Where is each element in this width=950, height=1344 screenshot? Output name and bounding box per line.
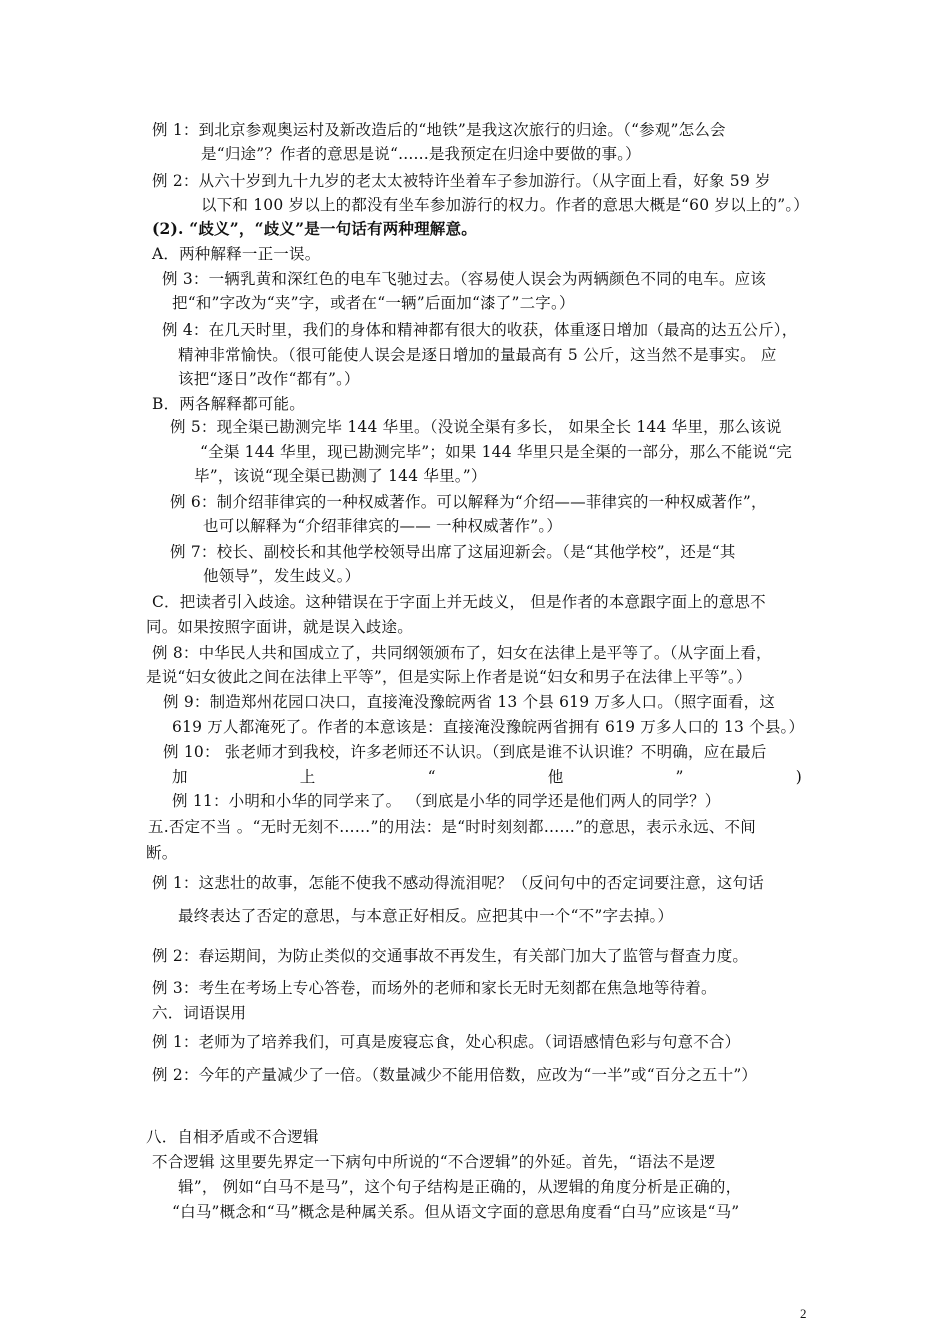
text-line: 例 2：从六十岁到九十九岁的老太太被特许坐着车子参加游行。（从字面上看，好象 59 岁 <box>152 172 771 190</box>
text-line: 例 9：制造郑州花园口决口，直接淹没豫皖两省 13 个县 619 万多人口。（照字面看，这 <box>163 693 776 711</box>
text-line: 把“和”字改为“夹”字，或者在“一辆”后面加“漆了”二字。） <box>172 294 575 312</box>
word: 他 <box>547 768 564 786</box>
page-number: 2 <box>800 1306 807 1321</box>
word: “ <box>427 768 436 786</box>
subsection-heading: A．两种解释一正一误。 <box>152 245 321 263</box>
text-line: 同。如果按照字面讲，就是误入歧途。 <box>146 618 413 636</box>
word: ) <box>795 768 802 786</box>
section-heading: 八．自相矛盾或不合逻辑 <box>146 1128 319 1146</box>
text-line: 例 7：校长、副校长和其他学校领导出席了这届迎新会。（是“其他学校”，还是“其 <box>170 543 736 561</box>
text-line: “白马”概念和“马”概念是种属关系。但从语文字面的意思角度看“白马”应该是“马” <box>172 1203 740 1221</box>
text-line: 最终表达了否定的意思，与本意正好相反。应把其中一个“不”字去掉。） <box>178 907 674 925</box>
section-heading: 五.否定不当 。“无时无刻不……”的用法：是“时时刻刻都……”的意思，表示永远、不间 <box>148 818 756 836</box>
text-line: 例 8：中华民人共和国成立了，共同纲领颁布了，妇女在法律上是平等了。（从字面上看， <box>152 644 772 662</box>
text-line: 是说“妇女彼此之间在法律上平等”，但是实际上作者是说“妇女和男子在法律上平等”。） <box>146 668 752 686</box>
text-line: 是“归途”？作者的意思是说“......是我预定在归途中要做的事。） <box>201 145 641 163</box>
text-line: 断。 <box>146 844 178 862</box>
text-line: “全渠 144 华里，现已勘测完毕”；如果 144 华里只是全渠的一部分，那么不能说“完 <box>200 443 792 461</box>
text-line: 精神非常愉快。（很可能使人误会是逐日增加的量最高有 5 公斤，这当然不是事实。 应 <box>178 346 777 364</box>
text-line: 他领导”，发生歧义。） <box>203 567 361 585</box>
text-line: 例 2：春运期间，为防止类似的交通事故不再发生，有关部门加大了监管与督查力度。 <box>152 947 749 965</box>
word: 加 <box>172 768 188 786</box>
word: 上 <box>299 768 316 786</box>
text-line: 例 10： 张老师才到我校，许多老师还不认识。（到底是谁不认识谁？不明确，应在最后 <box>163 743 767 761</box>
text-line: 该把“逐日”改作“都有”。） <box>178 370 360 388</box>
text-line: 例 3：考生在考场上专心答卷，而场外的老师和家长无时无刻都在焦急地等待着。 <box>152 979 717 997</box>
text-line: 例 11：小明和小华的同学来了。 （到底是小华的同学还是他们两人的同学？） <box>172 792 721 810</box>
text-line: 例 2：今年的产量减少了一倍。（数量减少不能用倍数，应改为“一半”或“百分之五十”） <box>152 1066 758 1084</box>
section-heading: (2). “歧义”，“歧义”是一句话有两种理解意。 <box>152 219 477 238</box>
subsection-heading: B．两各解释都可能。 <box>152 395 305 413</box>
text-line: 例 1：这悲壮的故事，怎能不使我不感动得流泪呢？（反问句中的否定词要注意，这句话 <box>152 874 764 892</box>
text-line: 例 6：制介绍菲律宾的一种权威著作。可以解释为“介绍——菲律宾的一种权威著作”， <box>170 493 767 511</box>
text-line: 例 1：到北京参观奥运村及新改造后的“地铁”是我这次旅行的归途。（“参观”怎么会 <box>152 121 726 139</box>
text-line-spread <box>172 767 802 787</box>
text-line: 例 4：在几天时里，我们的身体和精神都有很大的收获，体重逐日增加（最高的达五公斤）， <box>162 321 798 339</box>
text-line: C．把读者引入歧途。这种错误在于字面上并无歧义， 但是作者的本意跟字面上的意思不 <box>152 593 766 611</box>
word: ” <box>675 768 684 786</box>
text-line: 辑”， 例如“白马不是马”，这个句子结构是正确的，从逻辑的角度分析是正确的， <box>178 1178 742 1196</box>
text-line: 不合逻辑 这里要先界定一下病句中所说的“不合逻辑”的外延。首先，“语法不是逻 <box>152 1153 716 1171</box>
text-line: 毕”，该说“现全渠已勘测了 144 华里。”） <box>194 467 487 485</box>
text-line: 例 1：老师为了培养我们，可真是废寝忘食，处心积虑。（词语感情色彩与句意不合） <box>152 1033 741 1051</box>
text-line: 例 3：一辆乳黄和深红色的电车飞驰过去。（容易使人误会为两辆颜色不同的电车。应该 <box>162 270 767 288</box>
section-heading: 六．词语误用 <box>152 1004 247 1022</box>
text-line: 以下和 100 岁以上的都没有坐车参加游行的权力。作者的意思大概是“60 岁以上的”。） <box>201 196 809 214</box>
text-line: 也可以解释为“介绍菲律宾的—— 一种权威著作”。） <box>203 517 563 535</box>
text-line: 例 5：现全渠已勘测完毕 144 华里。（没说全渠有多长， 如果全长 144 华里，那么该说 <box>170 418 782 436</box>
text-line: 619 万人都淹死了。作者的本意该是：直接淹没豫皖两省拥有 619 万多人口的 13 个县。） <box>172 718 805 736</box>
